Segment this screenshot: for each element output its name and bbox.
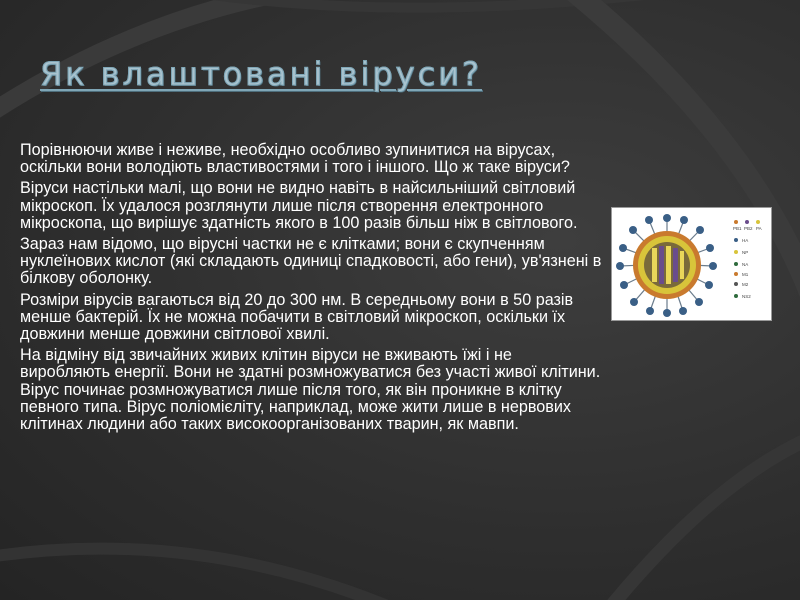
legend-np: NP — [742, 250, 749, 255]
virus-structure-figure — [611, 207, 772, 321]
paragraph-5: На відміну від звичайних живих клітин віруси не вживають їжі і не виробляють енергії. Вони не здатні розмножуватися без участі живої клітини. Вірус починає розмножуватися лише після того, як він проникне в клітку певного типа. Вірус поліомієліту, наприклад, може жити лише в нервових клітинах людини або таких високоорганізованих тварин, як мавпи. — [20, 346, 601, 434]
figure-legend — [733, 220, 762, 299]
legend-na: NA — [742, 262, 749, 267]
paragraph-3: Зараз нам відомо, що вірусні частки не є клітками; вони є скупченням нуклеїнових кислот (які складають одиниці спадковості, або гени), ув'язнені в білкову оболонку. — [20, 235, 602, 288]
legend-ns2: NS2 — [742, 294, 751, 299]
legend-pb2: PB2 — [744, 226, 753, 231]
slide-title: Як влаштовані віруси? — [40, 55, 482, 93]
paragraph-4: Розміри вірусів вагаються від 20 до 300 нм. В середньому вони в 50 разів менше бактерій. Їх не можна побачити в світловий мікроскоп, оскільки їх довжини менше довжини світлової хвилі. — [20, 290, 574, 344]
virus-structure-diagram-icon — [612, 208, 771, 320]
legend-m1: M1 — [742, 272, 749, 277]
legend-ha: HA — [742, 238, 749, 243]
paragraph-2: Віруси настільки малі, що вони не видно навіть в найсильніший світловий мікроскоп. Їх удалося розглянути лише після створення електронного мікроскопа, що вирішує здатність якого в 100 разів більш ніж в світлового. — [20, 179, 578, 232]
slide-body-text — [20, 142, 605, 437]
paragraph-1: Порівнюючи живе і неживе, необхідно особливо зупинитися на вірусах, оскільки вони володіють властивостями і того і іншого. Що ж таке віруси? — [20, 141, 570, 177]
legend-pb1: PB1 — [733, 226, 742, 231]
legend-m2: M2 — [742, 282, 749, 287]
legend-pa: PA — [756, 226, 762, 231]
